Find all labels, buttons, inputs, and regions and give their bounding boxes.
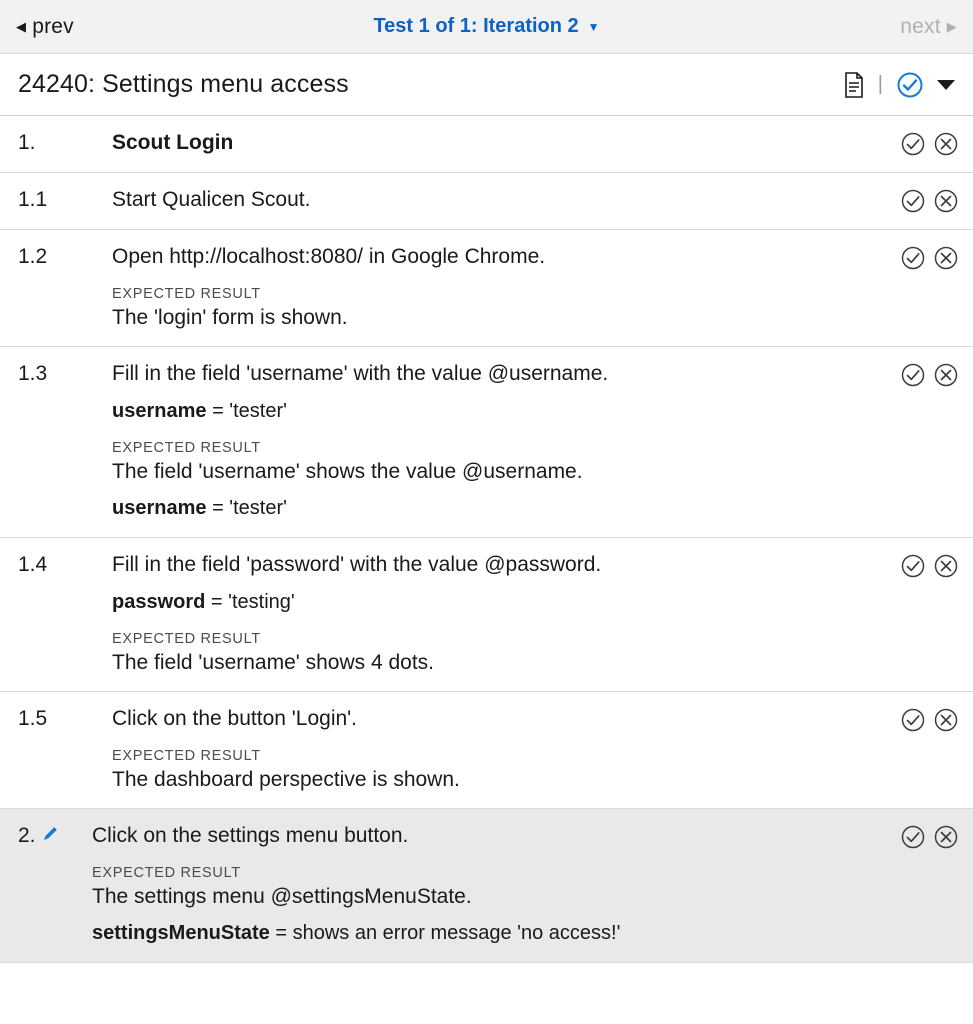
check-circle-icon[interactable] bbox=[900, 188, 926, 214]
step-row[interactable] bbox=[0, 692, 973, 809]
step-number bbox=[18, 821, 76, 851]
x-circle-icon[interactable] bbox=[933, 362, 959, 388]
step-description: Open http://localhost:8080/ in Google Chrome. bbox=[112, 245, 546, 268]
check-circle-icon[interactable] bbox=[900, 245, 926, 271]
step-actions bbox=[900, 242, 959, 271]
caret-down-icon[interactable]: ▼ bbox=[587, 19, 600, 34]
x-circle-icon[interactable] bbox=[933, 553, 959, 579]
parameter-key: username bbox=[112, 400, 207, 422]
step-number-label: 1.5 bbox=[18, 707, 48, 730]
step-number-label: 1.4 bbox=[18, 553, 48, 576]
parameter-value: = 'tester' bbox=[212, 400, 287, 422]
step-number bbox=[18, 359, 76, 389]
check-circle-icon[interactable] bbox=[900, 362, 926, 388]
check-circle-icon[interactable] bbox=[900, 707, 926, 733]
prev-button[interactable] bbox=[16, 15, 74, 39]
parameter-value: = shows an error message 'no access!' bbox=[275, 922, 621, 944]
expected-result-label: EXPECTED RESULT bbox=[112, 631, 261, 647]
step-row[interactable] bbox=[0, 538, 973, 692]
separator: | bbox=[877, 73, 883, 95]
step-actions bbox=[900, 821, 959, 850]
x-circle-icon[interactable] bbox=[933, 824, 959, 850]
navigation-bar bbox=[0, 0, 973, 54]
x-circle-icon[interactable] bbox=[933, 131, 959, 157]
next-button[interactable] bbox=[900, 15, 957, 39]
step-description: Scout Login bbox=[112, 131, 234, 154]
parameter-value: = 'tester' bbox=[212, 497, 287, 519]
caret-down-icon[interactable] bbox=[937, 80, 955, 90]
parameter-key: settingsMenuState bbox=[92, 922, 270, 944]
check-circle-icon[interactable] bbox=[900, 553, 926, 579]
step-number-label: 2. bbox=[18, 824, 36, 847]
step-number-label: 1.3 bbox=[18, 362, 48, 385]
step-description: Click on the button 'Login'. bbox=[112, 707, 358, 730]
page-title: 24240: Settings menu access bbox=[18, 70, 349, 98]
step-actions bbox=[900, 704, 959, 733]
step-list bbox=[0, 116, 973, 963]
x-circle-icon[interactable] bbox=[933, 188, 959, 214]
step-number bbox=[18, 185, 76, 215]
step-number-label: 1.2 bbox=[18, 245, 48, 268]
expected-result-label: EXPECTED RESULT bbox=[112, 440, 261, 456]
check-circle-icon[interactable] bbox=[896, 71, 924, 99]
step-description: Fill in the field 'username' with the value @username. bbox=[112, 362, 609, 385]
step-actions bbox=[900, 359, 959, 388]
step-row[interactable] bbox=[0, 116, 973, 173]
page-header bbox=[0, 54, 973, 116]
step-number bbox=[18, 128, 76, 158]
step-number-label: 1. bbox=[18, 131, 36, 154]
step-description: Click on the settings menu button. bbox=[92, 824, 409, 847]
step-number-label: 1.1 bbox=[18, 188, 48, 211]
expected-parameter bbox=[92, 918, 890, 948]
step-description: Start Qualicen Scout. bbox=[112, 188, 311, 211]
step-content bbox=[92, 821, 890, 948]
prev-label: prev bbox=[32, 14, 74, 38]
step-row[interactable] bbox=[0, 173, 973, 230]
header-actions bbox=[843, 71, 955, 99]
check-circle-icon[interactable] bbox=[900, 824, 926, 850]
expected-result-text: The settings menu @settingsMenuState. bbox=[92, 885, 472, 908]
step-content bbox=[112, 550, 890, 677]
expected-result-label: EXPECTED RESULT bbox=[112, 748, 261, 764]
parameter-key: username bbox=[112, 497, 207, 519]
next-label: next bbox=[900, 14, 941, 38]
x-circle-icon[interactable] bbox=[933, 707, 959, 733]
triangle-right-icon: ▶ bbox=[946, 19, 957, 34]
step-number bbox=[18, 704, 76, 734]
expected-result-text: The dashboard perspective is shown. bbox=[112, 768, 460, 791]
expected-result-label: EXPECTED RESULT bbox=[112, 286, 261, 302]
step-row[interactable] bbox=[0, 347, 973, 538]
iteration-title[interactable]: Test 1 of 1: Iteration 2 bbox=[373, 15, 579, 37]
step-actions bbox=[900, 185, 959, 214]
document-icon[interactable] bbox=[843, 72, 865, 98]
step-content bbox=[112, 185, 890, 215]
step-description: Fill in the field 'password' with the value @password. bbox=[112, 553, 602, 576]
expected-result-label: EXPECTED RESULT bbox=[92, 865, 241, 881]
check-circle-icon[interactable] bbox=[900, 131, 926, 157]
step-content bbox=[112, 359, 890, 523]
step-number bbox=[18, 242, 76, 272]
iteration-selector bbox=[0, 15, 973, 38]
expected-result-text: The field 'username' shows 4 dots. bbox=[112, 651, 435, 674]
step-row[interactable] bbox=[0, 230, 973, 347]
step-parameter bbox=[112, 587, 890, 617]
parameter-key: password bbox=[112, 591, 206, 613]
step-content bbox=[112, 704, 890, 794]
step-actions bbox=[900, 128, 959, 157]
step-content bbox=[112, 242, 890, 332]
step-parameter bbox=[112, 396, 890, 426]
step-content bbox=[112, 128, 890, 158]
expected-parameter bbox=[112, 493, 890, 523]
triangle-left-icon: ◀ bbox=[16, 19, 27, 34]
expected-result-text: The 'login' form is shown. bbox=[112, 306, 348, 329]
expected-result-text: The field 'username' shows the value @username. bbox=[112, 460, 583, 483]
step-row[interactable] bbox=[0, 809, 973, 963]
parameter-value: = 'testing' bbox=[210, 591, 295, 613]
step-number bbox=[18, 550, 76, 580]
x-circle-icon[interactable] bbox=[933, 245, 959, 271]
step-actions bbox=[900, 550, 959, 579]
pencil-icon[interactable] bbox=[40, 823, 60, 853]
